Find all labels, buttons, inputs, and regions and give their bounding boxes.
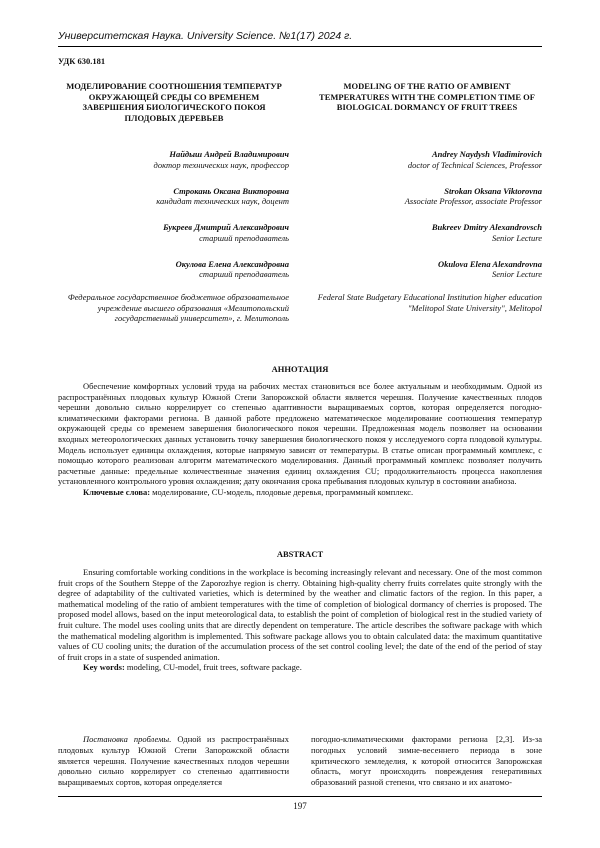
author-name: Andrey Naydysh Vladimirovich [431,149,542,159]
author-degree: старший преподаватель [199,269,289,280]
author-name: Окулова Елена Александровна [175,258,289,269]
author-entry [311,222,542,243]
affiliation-english: Federal State Budgetary Educational Institution higher education "Melitopol State University", Melitopol [317,292,542,313]
author-degree: doctor of Technical Sciences, Professor [407,159,542,170]
keywords-label: Ключевые слова: [83,486,151,497]
author-name: Найдыш Андрей Владимирович [169,149,289,159]
abstract-keywords [58,662,542,673]
author-entry [58,186,289,207]
author-entry [58,259,289,280]
author-name: Строкань Оксана Викторовна [173,185,289,196]
annotation-block [58,381,542,498]
footer-divider [58,796,542,797]
keywords-text: моделирование, CU-модель, плодовые деревья, программный комплекс. [152,486,414,497]
abstract-text: Ensuring comfortable working conditions in the workplace is becoming increasingly relevant and necessary. One of the most common fruit crops of the Southern Steppe of the Zaporozhye region is cherry. Obtaining high-quality cherry fruits correlates quite strongly with the degree of adaptability of the cultivated varieties, which is determined by the weather and climatic factors of the region. In this paper, a mathematical modeling of the ratio of ambient temperatures with the time of completion of biological dormancy of cherries is proposed. The proposed model allows, based on the input meteorological data, to establish the point of completion of biological rest in the studied variety of fruit culture. The model uses cooling units that are directly dependent on temperature. The article describes the software package with which the mathematical modeling algorithm is implemented. This software package allows you to obtain calculated data: the maximum quantitative values of CU cooling units; the duration of the accumulation process of the set control cooling level; the date of the end of the period of stay of fruit crops in a state of suspended animation. [58,567,542,662]
annotation-heading: АННОТАЦИЯ [271,364,329,374]
body-column-left [58,734,289,788]
annotation-text: Обеспечение комфортных условий труда на рабочих местах становиться все более актуальным и необходимым. Одной из распространённых плодовых культур Южной Степи Запорожской области является черешня. Получение качественных плодов черешни довольно сильно коррелирует со степенью адаптивности выращиваемых сортов, которая определяется погодно-климатическими факторами региона. В данной работе предложено математическое моделирование соотношения температур окружающей среды со временем завершения биологического покоя черешни. Предложенная модель позволяет на основании входных метеорологических данных установить точку завершения биологического покоя у исследуемого сорта плодовой культуры. Модель использует единицы охлаждения, которые напрямую зависят от температуры. В статье описан программный комплекс, с помощью которого реализован алгоритм математического моделирования. Данный программный комплекс позволяет получить расчетные данные: предельные количественные значения единиц охлаждения CU; продолжительность процесса накопления установленного контрольного уровня охлаждения; дату окончания срока пребывания плодовых культур в состоянии анабиоза. [58,381,542,487]
body-text: Одной из распространённых плодовых культур Южной Степи Запорожской области является черешня. Получение качественных плодов черешни довольно сильно коррелирует со степенью адаптивности выращиваемых сортов, которая определяется [58,734,290,788]
author-entry [58,222,289,243]
author-degree: доктор технических наук, профессор [153,159,289,170]
author-degree: старший преподаватель [199,232,289,243]
body-column-right [311,734,542,788]
title-russian: МОДЕЛИРОВАНИЕ СООТНОШЕНИЯ ТЕМПЕРАТУР ОКРУЖАЮЩЕЙ СРЕДЫ СО ВРЕМЕНЕМ ЗАВЕРШЕНИЯ БИОЛОГИЧЕСКОГО ПОКОЯ ПЛОДОВЫХ ДЕРЕВЬЕВ [66,81,282,123]
abstract-block [58,567,542,673]
author-degree: кандидат технических наук, доцент [156,196,289,207]
journal-header: Университетская Наука. University Science. №1(17) 2024 г. [58,30,353,42]
author-degree: Associate Professor, associate Professor [404,196,542,207]
author-name: Strokan Oksana Viktorovna [444,185,542,196]
body-text: погодно-климатическими факторами региона [2,3]. Из-за погодных условий зимне-весеннего периода в зоне критического земледелия, к которой относится Запорожская область, могут происходить повреждения генеративных образований разной степени, что связано и их анатомо- [311,734,542,788]
author-name: Букреев Дмитрий Александрович [163,222,289,233]
author-entry [311,259,542,280]
author-name: Bukreev Dmitry Alexandrovsch [431,222,542,233]
page-number: 197 [293,801,307,811]
author-entry [58,149,289,170]
author-entry [311,149,542,170]
author-degree: Senior Lecture [492,232,542,243]
affiliation-russian: Федеральное государственное бюджетное образовательное учреждение высшего образования «Мелитопольский государственный университет», г. Мелитополь [67,292,289,324]
abstract-heading: ABSTRACT [276,549,324,559]
authors-english [311,149,542,295]
udc-code: УДК 630.181 [58,56,106,66]
author-name: Okulova Elena Alexandrovna [437,258,542,269]
author-entry [311,186,542,207]
annotation-keywords [58,487,542,498]
header-divider [58,46,542,47]
section-lead-in: Постановка проблемы. [83,734,172,744]
body-paragraph [58,734,289,788]
title-english: MODELING OF THE RATIO OF AMBIENT TEMPERATURES WITH THE COMPLETION TIME OF BIOLOGICAL DORMANCY OF FRUIT TREES [319,81,535,112]
keywords-label: Key words: [83,662,125,673]
author-degree: Senior Lecture [492,269,542,280]
authors-russian [58,149,289,295]
keywords-text: modeling, CU-model, fruit trees, software package. [126,662,302,673]
